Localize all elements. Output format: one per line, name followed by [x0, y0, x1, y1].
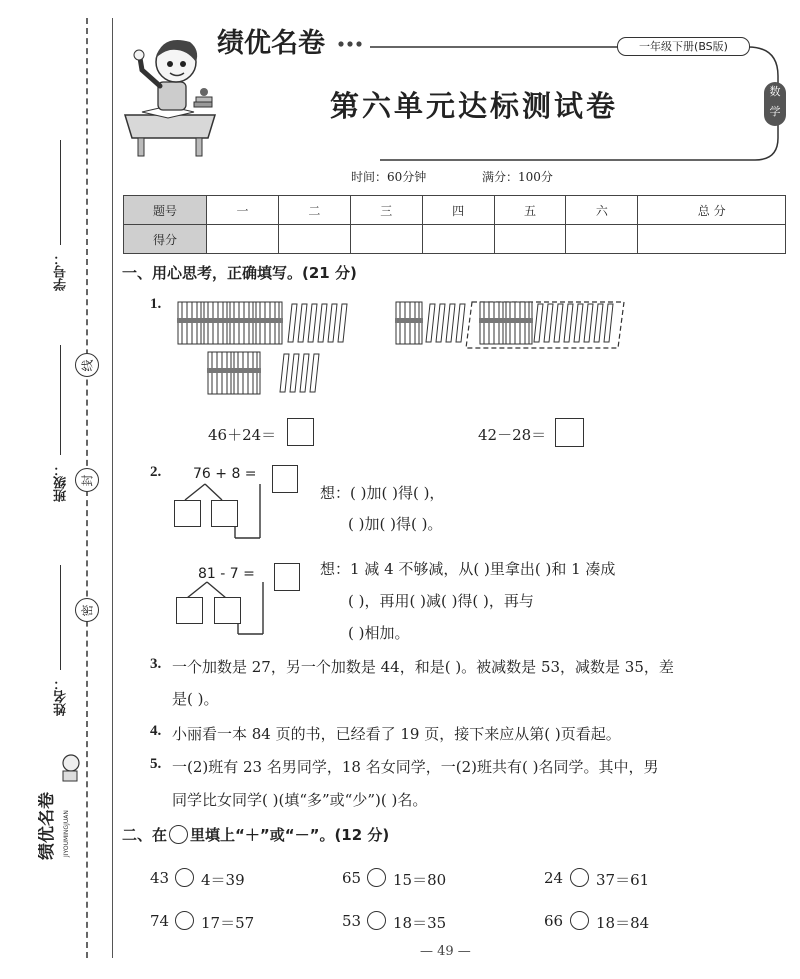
q2-tree2-split-box-1[interactable] — [176, 597, 203, 624]
score-cell[interactable] — [638, 225, 786, 254]
q2-tree1-split-box-1[interactable] — [174, 500, 201, 527]
margin-rule — [112, 18, 113, 958]
exam-info — [351, 168, 553, 185]
table-col-3: 三 — [350, 196, 422, 225]
q1-equation-right: 42－28＝ — [478, 426, 547, 444]
table-col-6: 六 — [566, 196, 638, 225]
svg-text:绩优名卷: 绩优名卷 — [217, 28, 325, 59]
q2-think2-line2: ( )，再用( )减( )得( )，再与 — [348, 592, 534, 610]
q2-think1-line2: ( )加( )得( )。 — [348, 515, 443, 533]
brand-logo — [215, 22, 375, 62]
student-no-label: 学号： — [54, 252, 69, 291]
score-table-score-row — [124, 225, 786, 254]
s2-item1-operator-circle[interactable] — [175, 868, 194, 887]
q2-tree2-answer-box[interactable] — [274, 563, 300, 591]
s2-item4-a: 74 — [150, 912, 170, 930]
table-col-1: 一 — [207, 196, 279, 225]
s2-item6-operator-circle[interactable] — [570, 911, 589, 930]
q5-line2: 同学比女同学( )(填“多”或“少”)( )名。 — [172, 791, 428, 809]
s2-item3-a: 24 — [544, 869, 564, 887]
q2-tree2-split-box-2[interactable] — [214, 597, 241, 624]
s2-item3-b: 37＝61 — [596, 871, 650, 889]
q2-tree1-expression: 76 + 8 = — [193, 466, 257, 482]
q1-equation-left: 46＋24＝ — [208, 426, 277, 444]
class-rule — [60, 345, 61, 455]
circle-icon — [169, 825, 188, 844]
full-marks: 满分：100分 — [481, 170, 553, 184]
q2-tree1-answer-box[interactable] — [272, 465, 298, 493]
score-table — [123, 195, 786, 254]
section-1-heading: 一、用心思考，正确填写。(21 分) — [122, 264, 357, 282]
grade-tag: 一年级下册(BS版) — [617, 37, 750, 56]
table-head-cell: 题号 — [124, 196, 207, 225]
q2-think2-line3: ( )相加。 — [348, 624, 410, 642]
s2-item5-operator-circle[interactable] — [367, 911, 386, 930]
q3-number: 3. — [150, 656, 162, 672]
s2-item5-a: 53 — [342, 912, 362, 930]
seal-feng: 封 — [75, 468, 99, 492]
table-col-2: 二 — [278, 196, 350, 225]
s2-item1-a: 43 — [150, 869, 170, 887]
table-col-total: 总 分 — [638, 196, 786, 225]
svg-text:绩优名卷: 绩优名卷 — [38, 792, 57, 860]
counting-sticks-illustration — [172, 296, 627, 401]
score-cell[interactable] — [278, 225, 350, 254]
q4-line1: 小丽看一本 84 页的书，已经看了 19 页，接下来应从第( )页看起。 — [172, 725, 621, 743]
score-cell[interactable] — [566, 225, 638, 254]
exam-time: 时间：60分钟 — [351, 170, 427, 184]
name-label: 姓名： — [54, 677, 69, 716]
s2-item6-b: 18＝84 — [596, 914, 650, 932]
s2-item2-b: 15＝80 — [393, 871, 447, 889]
student-no-rule — [60, 140, 61, 245]
q5-line1: 一(2)班有 23 名男同学，18 名女同学，一(2)班共有( )名同学。其中，男 — [172, 758, 659, 776]
q1-answer-box-right[interactable] — [555, 418, 584, 447]
page-number: — 49 — — [420, 944, 471, 959]
s2-item1-b: 4＝39 — [201, 871, 245, 889]
q2-number: 2. — [150, 464, 162, 480]
q2-think2-line1: 想：1 减 4 不够减，从( )里拿出( )和 1 凑成 — [320, 560, 616, 578]
s2-item2-operator-circle[interactable] — [367, 868, 386, 887]
page-title: 第六单元达标测试卷 — [330, 89, 619, 123]
q1-number: 1. — [150, 296, 162, 312]
s2-item2-a: 65 — [342, 869, 362, 887]
table-col-5: 五 — [494, 196, 566, 225]
q3-line1: 一个加数是 27，另一个加数是 44，和是( )。被减数是 53，减数是 35，差 — [172, 658, 674, 676]
table-col-4: 四 — [422, 196, 494, 225]
s2-item4-b: 17＝57 — [201, 914, 255, 932]
name-rule — [60, 565, 61, 670]
svg-text:JIYOUMINGJUAN: JIYOUMINGJUAN — [63, 810, 70, 857]
score-table-header-row — [124, 196, 786, 225]
score-cell[interactable] — [350, 225, 422, 254]
q2-think1-line1: 想：( )加( )得( )， — [320, 484, 445, 502]
score-cell[interactable] — [422, 225, 494, 254]
q1-answer-box-left[interactable] — [287, 418, 314, 446]
seal-xian: 线 — [75, 353, 99, 377]
score-cell[interactable] — [207, 225, 279, 254]
subject-badge: 数 学 — [764, 82, 786, 126]
q5-number: 5. — [150, 756, 162, 772]
s2-item4-operator-circle[interactable] — [175, 911, 194, 930]
s2-item5-b: 18＝35 — [393, 914, 447, 932]
section-2-heading: 二、在 里填上“＋”或“－”。(12 分) — [122, 826, 390, 844]
s2-item6-a: 66 — [544, 912, 564, 930]
student-illustration — [120, 20, 230, 160]
q2-tree2-expression: 81 - 7 = — [198, 566, 255, 582]
q3-line2: 是( )。 — [172, 690, 219, 708]
q4-number: 4. — [150, 723, 162, 739]
s2-item3-operator-circle[interactable] — [570, 868, 589, 887]
class-label: 班级： — [54, 463, 69, 502]
table-head-cell: 得分 — [124, 225, 207, 254]
seal-mi: 密 — [75, 598, 99, 622]
side-brand-logo — [38, 745, 83, 865]
q2-tree1-split-box-2[interactable] — [211, 500, 238, 527]
score-cell[interactable] — [494, 225, 566, 254]
